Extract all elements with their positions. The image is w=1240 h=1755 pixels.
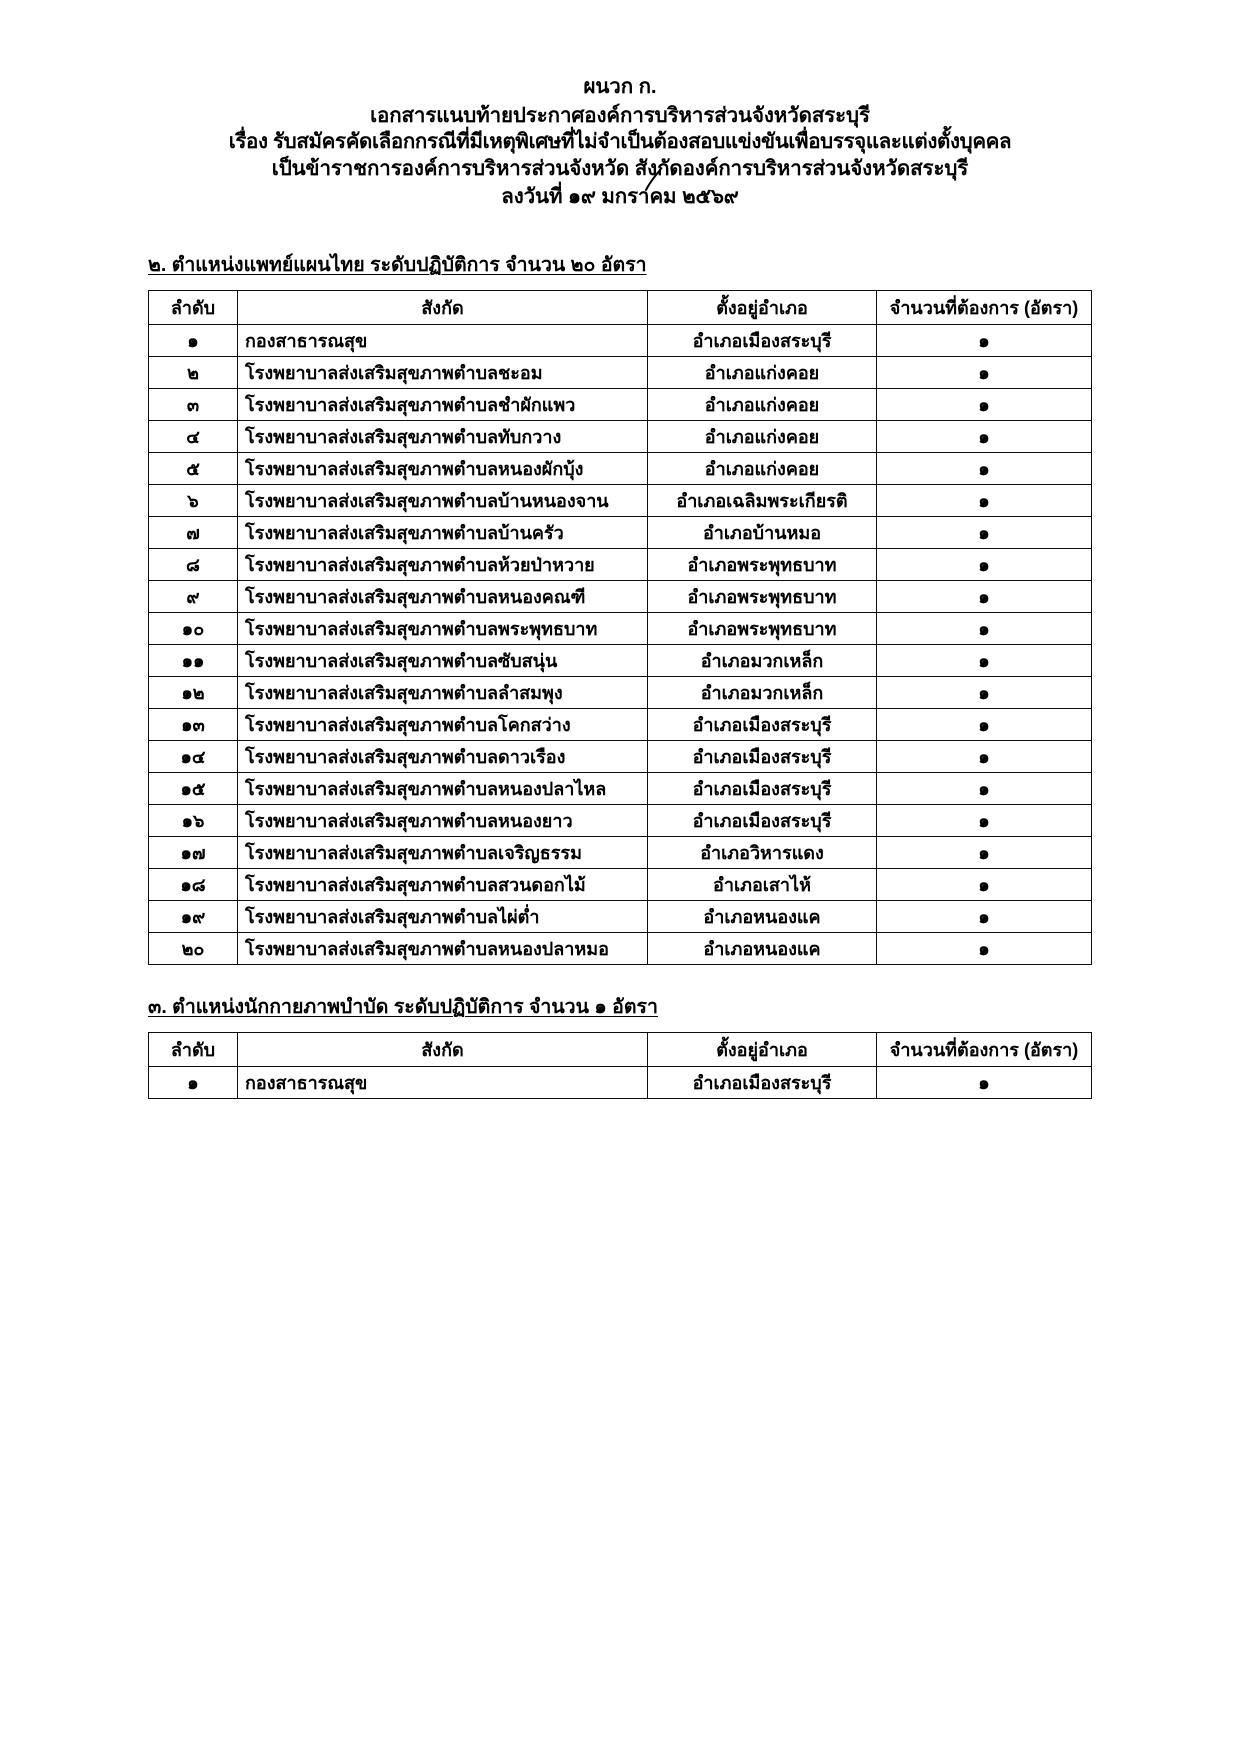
- cell-unit: กองสาธารณสุข: [238, 325, 648, 357]
- cell-no: ๑๑: [149, 645, 238, 677]
- cell-unit: โรงพยาบาลส่งเสริมสุขภาพตำบลโคกสว่าง: [238, 709, 648, 741]
- cell-unit: โรงพยาบาลส่งเสริมสุขภาพตำบลชำผักแพว: [238, 389, 648, 421]
- column-header-no: ลำดับ: [149, 1033, 238, 1067]
- cell-district: อำเภอเมืองสระบุรี: [648, 325, 877, 357]
- cell-no: ๘: [149, 549, 238, 581]
- cell-unit: โรงพยาบาลส่งเสริมสุขภาพตำบลสวนดอกไม้: [238, 869, 648, 901]
- cell-no: ๑๕: [149, 773, 238, 805]
- cell-quantity: ๑: [877, 389, 1092, 421]
- header-line-3: เป็นข้าราชการองค์การบริหารส่วนจังหวัด สังกัดองค์การบริหารส่วนจังหวัดสระบุรี: [271, 156, 969, 180]
- header-line-2: เรื่อง รับสมัครคัดเลือกกรณีที่มีเหตุพิเศษที่ไม่จำเป็นต้องสอบแข่งขันเพื่อบรรจุและแต่งตั้งบุคคล: [228, 130, 1012, 154]
- column-header-district: ตั้งอยู่อำเภอ: [648, 291, 877, 325]
- cell-quantity: ๑: [877, 581, 1092, 613]
- column-header-unit: สังกัด: [238, 1033, 648, 1067]
- cell-no: ๑๙: [149, 901, 238, 933]
- cell-district: อำเภอเมืองสระบุรี: [648, 1067, 877, 1099]
- table-header-row: [149, 1033, 1092, 1067]
- table-row: [149, 485, 1092, 517]
- cell-quantity: ๑: [877, 837, 1092, 869]
- table-row: [149, 389, 1092, 421]
- cell-no: ๑๖: [149, 805, 238, 837]
- cell-no: ๓: [149, 389, 238, 421]
- cell-quantity: ๑: [877, 677, 1092, 709]
- cell-no: ๑: [149, 325, 238, 357]
- cell-quantity: ๑: [877, 741, 1092, 773]
- cell-quantity: ๑: [877, 709, 1092, 741]
- cell-district: อำเภอเมืองสระบุรี: [648, 741, 877, 773]
- table-row: [149, 421, 1092, 453]
- cell-no: ๑๒: [149, 677, 238, 709]
- cell-district: อำเภอพระพุทธบาท: [648, 581, 877, 613]
- cell-district: อำเภอเมืองสระบุรี: [648, 709, 877, 741]
- cell-district: อำเภอแก่งคอย: [648, 357, 877, 389]
- table-row: [149, 613, 1092, 645]
- table-header-row: [149, 291, 1092, 325]
- cell-quantity: ๑: [877, 421, 1092, 453]
- cell-no: ๑๔: [149, 741, 238, 773]
- table-row: [149, 773, 1092, 805]
- cell-unit: โรงพยาบาลส่งเสริมสุขภาพตำบลพระพุทธบาท: [238, 613, 648, 645]
- cell-unit: โรงพยาบาลส่งเสริมสุขภาพตำบลเจริญธรรม: [238, 837, 648, 869]
- cell-unit: โรงพยาบาลส่งเสริมสุขภาพตำบลหนองยาว: [238, 805, 648, 837]
- cell-unit: โรงพยาบาลส่งเสริมสุขภาพตำบลลำสมพุง: [238, 677, 648, 709]
- cell-quantity: ๑: [877, 549, 1092, 581]
- table-row: [149, 453, 1092, 485]
- table-row: [149, 869, 1092, 901]
- cell-unit: โรงพยาบาลส่งเสริมสุขภาพตำบลดาวเรือง: [238, 741, 648, 773]
- cell-quantity: ๑: [877, 325, 1092, 357]
- cell-no: ๔: [149, 421, 238, 453]
- cell-quantity: ๑: [877, 933, 1092, 965]
- cell-no: ๑๗: [149, 837, 238, 869]
- table-row: [149, 709, 1092, 741]
- cell-district: อำเภอแก่งคอย: [648, 389, 877, 421]
- cell-district: อำเภอแก่งคอย: [648, 453, 877, 485]
- cell-district: อำเภอพระพุทธบาท: [648, 549, 877, 581]
- cell-unit: โรงพยาบาลส่งเสริมสุขภาพตำบลหนองปลาหมอ: [238, 933, 648, 965]
- cell-district: อำเภอวิหารแดง: [648, 837, 877, 869]
- section-3-table: [148, 1032, 1092, 1099]
- cell-no: ๙: [149, 581, 238, 613]
- section-2-heading: ๒. ตำแหน่งแพทย์แผนไทย ระดับปฏิบัติการ จำนวน ๒๐ อัตรา: [148, 254, 647, 277]
- cell-no: ๑: [149, 1067, 238, 1099]
- cell-district: อำเภอแก่งคอย: [648, 421, 877, 453]
- cell-unit: โรงพยาบาลส่งเสริมสุขภาพตำบลหนองผักบุ้ง: [238, 453, 648, 485]
- cell-no: ๑๐: [149, 613, 238, 645]
- header-line-1: เอกสารแนบท้ายประกาศองค์การบริหารส่วนจังหวัดสระบุรี: [370, 103, 870, 127]
- cell-district: อำเภอเฉลิมพระเกียรติ: [648, 485, 877, 517]
- document-date-text: ลงวันที่ ๑๙ มกราคม ๒๕๖๙: [501, 184, 739, 208]
- document-date-line: [501, 184, 738, 211]
- table-row: [149, 581, 1092, 613]
- document-header: [148, 74, 1092, 210]
- column-header-district: ตั้งอยู่อำเภอ: [648, 1033, 877, 1067]
- table-row: [149, 357, 1092, 389]
- cell-unit: โรงพยาบาลส่งเสริมสุขภาพตำบลบ้านครัว: [238, 517, 648, 549]
- table-row: [149, 1067, 1092, 1099]
- table-row: [149, 677, 1092, 709]
- table-row: [149, 325, 1092, 357]
- cell-district: อำเภอเสาไห้: [648, 869, 877, 901]
- cell-no: ๕: [149, 453, 238, 485]
- table-row: [149, 933, 1092, 965]
- column-header-no: ลำดับ: [149, 291, 238, 325]
- cell-district: อำเภอพระพุทธบาท: [648, 613, 877, 645]
- cell-quantity: ๑: [877, 645, 1092, 677]
- cell-no: ๒: [149, 357, 238, 389]
- cell-district: อำเภอบ้านหมอ: [648, 517, 877, 549]
- cell-no: ๑๓: [149, 709, 238, 741]
- section-3-heading: ๓. ตำแหน่งนักกายภาพบำบัด ระดับปฏิบัติการ จำนวน ๑ อัตรา: [148, 996, 658, 1019]
- cell-district: อำเภอหนองแค: [648, 901, 877, 933]
- cell-unit: โรงพยาบาลส่งเสริมสุขภาพตำบลห้วยป่าหวาย: [238, 549, 648, 581]
- cell-unit: โรงพยาบาลส่งเสริมสุขภาพตำบลหนองปลาไหล: [238, 773, 648, 805]
- table-row: [149, 837, 1092, 869]
- column-header-unit: สังกัด: [238, 291, 648, 325]
- table-row: [149, 741, 1092, 773]
- cell-quantity: ๑: [877, 613, 1092, 645]
- cell-district: อำเภอเมืองสระบุรี: [648, 773, 877, 805]
- cell-quantity: ๑: [877, 805, 1092, 837]
- cell-district: อำเภอเมืองสระบุรี: [648, 805, 877, 837]
- cell-unit: กองสาธารณสุข: [238, 1067, 648, 1099]
- cell-unit: โรงพยาบาลส่งเสริมสุขภาพตำบลซับสนุ่น: [238, 645, 648, 677]
- table-row: [149, 901, 1092, 933]
- table-row: [149, 517, 1092, 549]
- section-2-table: [148, 290, 1092, 965]
- cell-no: ๑๘: [149, 869, 238, 901]
- table-row: [149, 805, 1092, 837]
- cell-quantity: ๑: [877, 1067, 1092, 1099]
- cell-district: อำเภอมวกเหล็ก: [648, 645, 877, 677]
- cell-district: อำเภอหนองแค: [648, 933, 877, 965]
- cell-no: ๖: [149, 485, 238, 517]
- cell-quantity: ๑: [877, 357, 1092, 389]
- cell-unit: โรงพยาบาลส่งเสริมสุขภาพตำบลบ้านหนองจาน: [238, 485, 648, 517]
- column-header-quantity: จำนวนที่ต้องการ (อัตรา): [877, 291, 1092, 325]
- cell-no: ๒๐: [149, 933, 238, 965]
- cell-quantity: ๑: [877, 485, 1092, 517]
- annex-label: ผนวก ก.: [583, 75, 657, 98]
- table-row: [149, 549, 1092, 581]
- table-row: [149, 645, 1092, 677]
- cell-quantity: ๑: [877, 453, 1092, 485]
- cell-district: อำเภอมวกเหล็ก: [648, 677, 877, 709]
- column-header-quantity: จำนวนที่ต้องการ (อัตรา): [877, 1033, 1092, 1067]
- cell-unit: โรงพยาบาลส่งเสริมสุขภาพตำบลไผ่ต่ำ: [238, 901, 648, 933]
- cell-quantity: ๑: [877, 773, 1092, 805]
- cell-unit: โรงพยาบาลส่งเสริมสุขภาพตำบลชะอม: [238, 357, 648, 389]
- cell-quantity: ๑: [877, 869, 1092, 901]
- cell-unit: โรงพยาบาลส่งเสริมสุขภาพตำบลทับกวาง: [238, 421, 648, 453]
- cell-no: ๗: [149, 517, 238, 549]
- cell-quantity: ๑: [877, 517, 1092, 549]
- cell-unit: โรงพยาบาลส่งเสริมสุขภาพตำบลหนองคณฑี: [238, 581, 648, 613]
- cell-quantity: ๑: [877, 901, 1092, 933]
